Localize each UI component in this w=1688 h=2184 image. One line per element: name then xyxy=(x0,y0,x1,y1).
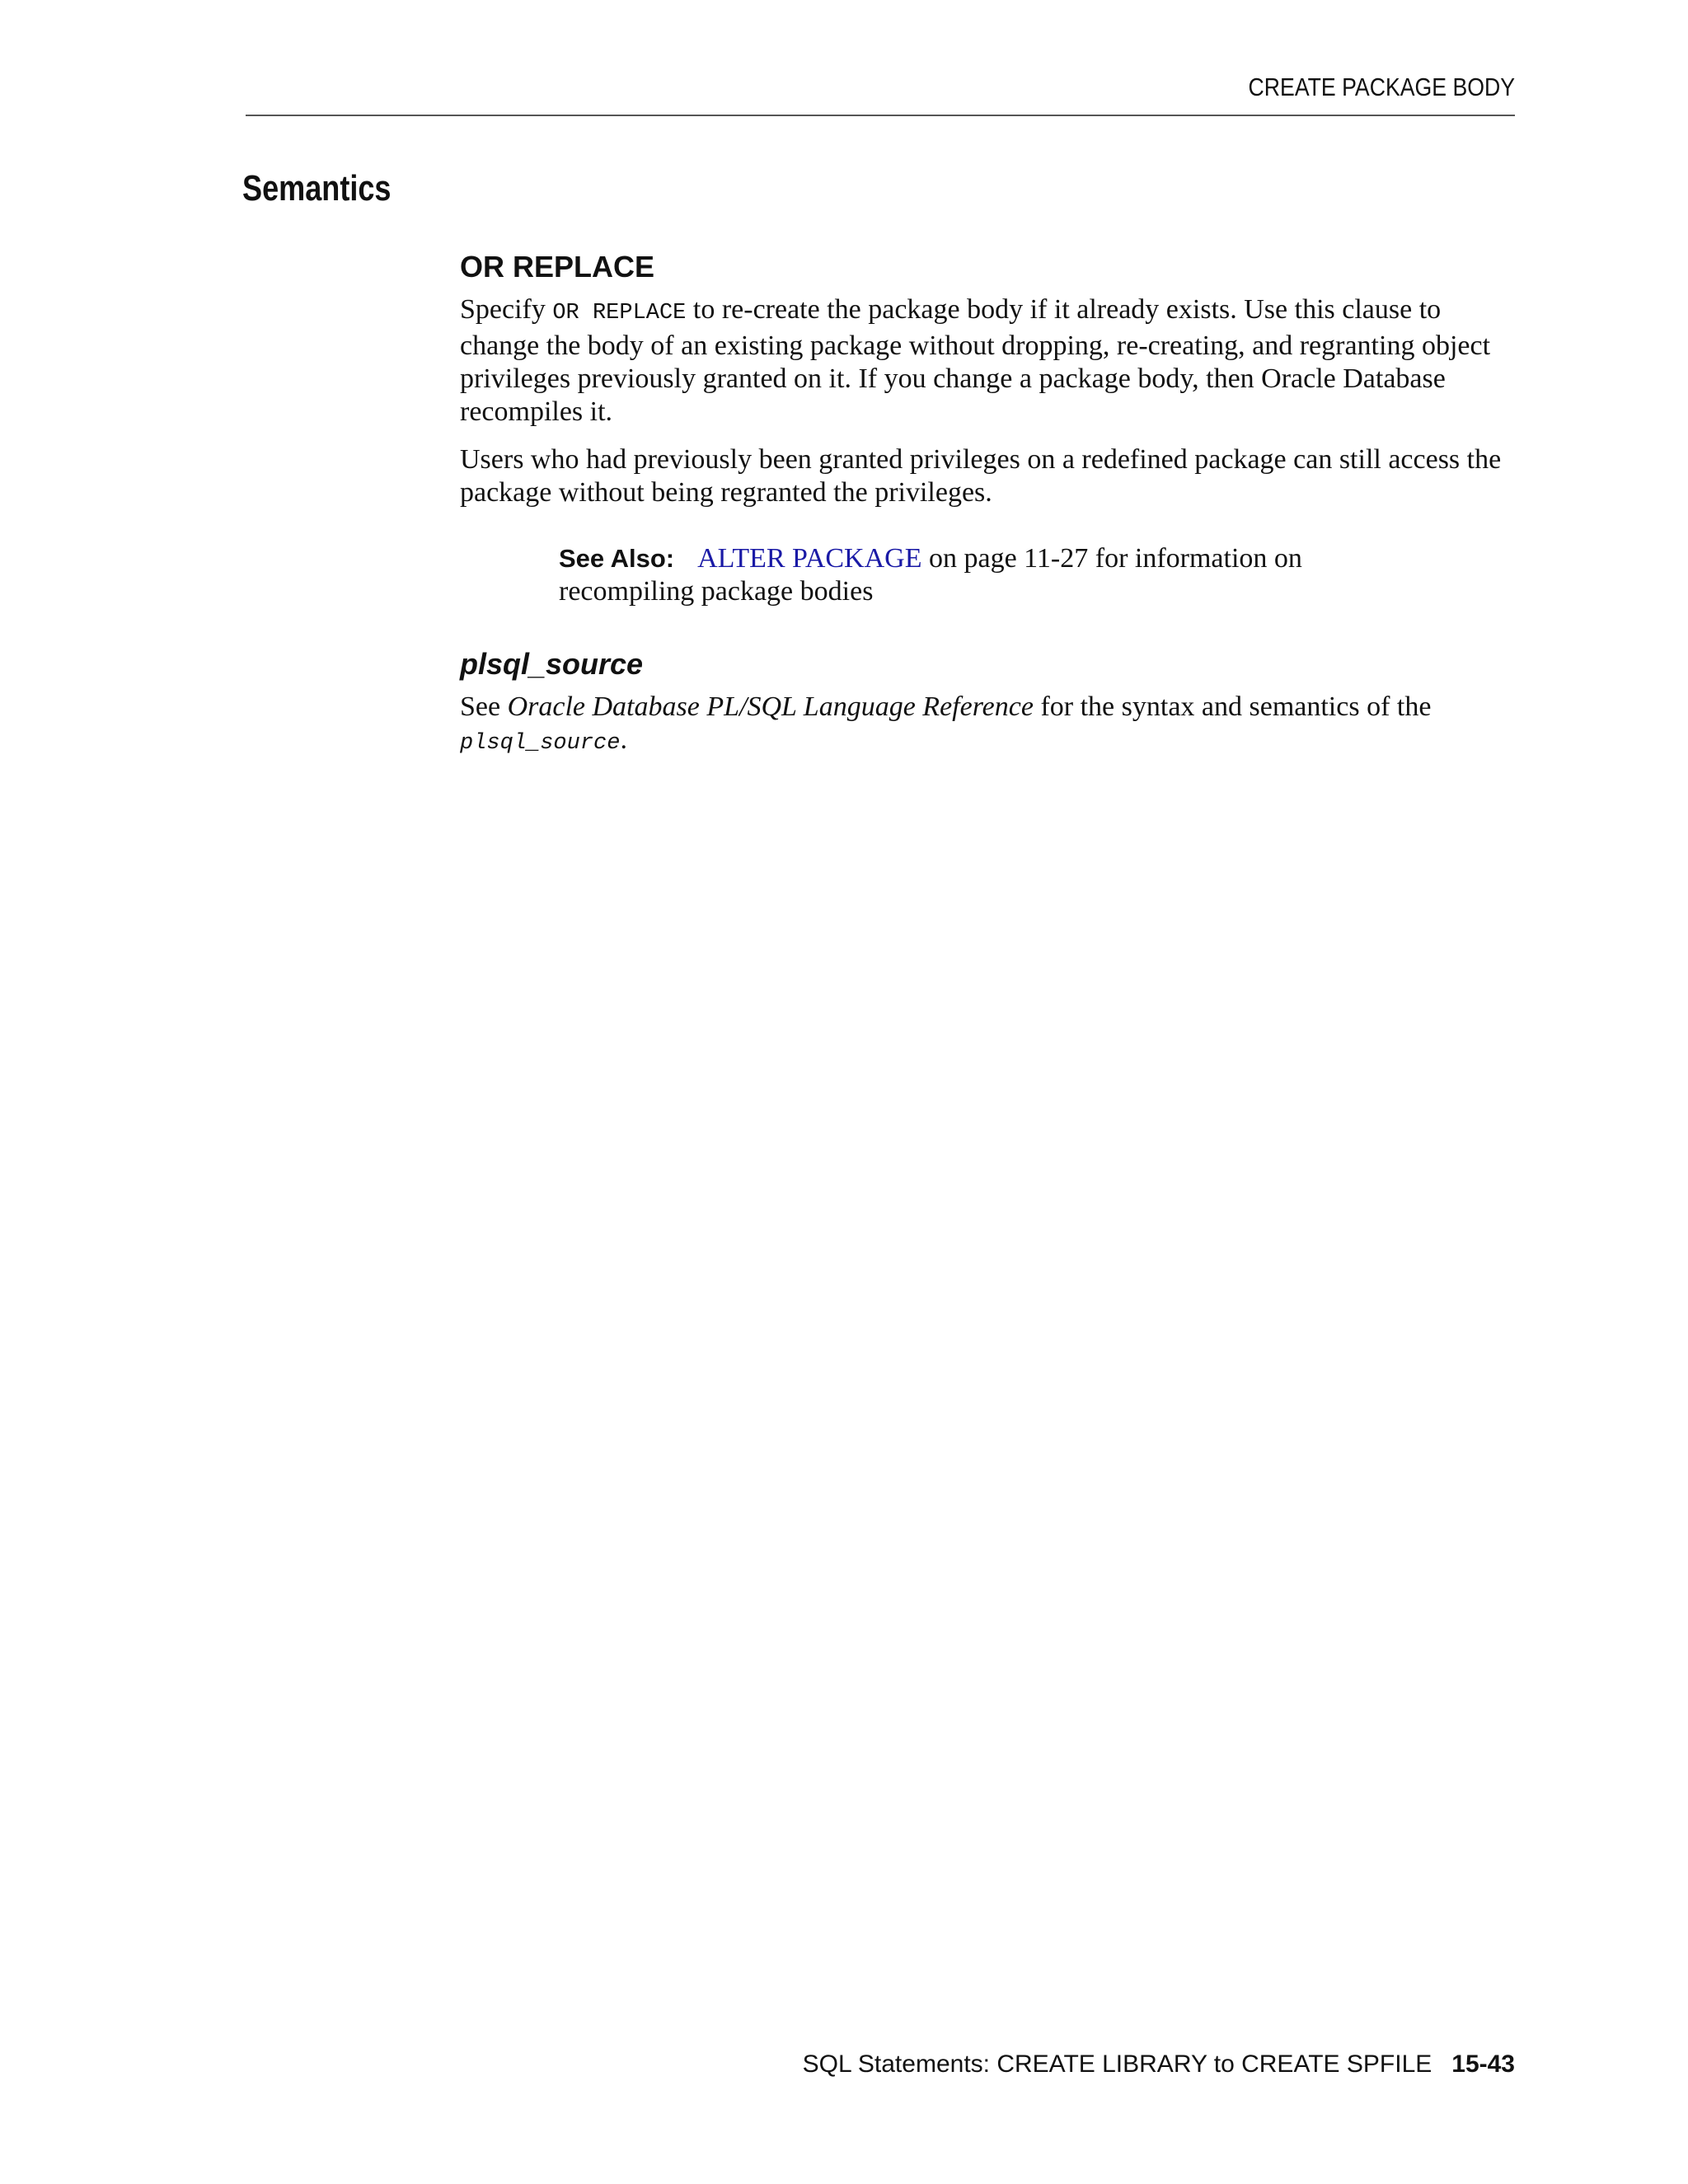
see-also-text: on page 11-27 for information on recompiling package bodies xyxy=(559,543,1302,607)
or-replace-paragraph-2: Users who had previously been granted privileges on a redefined package can still access the package without being regranted the privileges. xyxy=(460,444,1502,508)
see-also-note xyxy=(559,542,1400,608)
code-plsql-source: plsql_source xyxy=(460,731,621,756)
plsql-source-paragraph xyxy=(460,691,1523,760)
book-reference: Oracle Database PL/SQL Language Reference xyxy=(507,691,1034,722)
code-or-replace: OR REPLACE xyxy=(552,301,687,326)
text-run: to re-create the package body if it already exists. Use this clause to change the body of an existing package without dropping, re-creating, and regranting object privileges previously granted on it. If you change a package body, then Oracle Database recompiles it. xyxy=(460,294,1491,427)
section-title: Semantics xyxy=(242,168,392,209)
alter-package-link[interactable]: ALTER PACKAGE xyxy=(697,543,922,574)
header-rule xyxy=(246,115,1515,116)
text-run: for the syntax and semantics of the xyxy=(1033,691,1432,722)
or-replace-heading: OR REPLACE xyxy=(460,250,655,284)
content-body xyxy=(460,246,1523,775)
or-replace-paragraph-1 xyxy=(460,293,1523,429)
text-run: . xyxy=(620,724,627,755)
text-run: Specify xyxy=(460,294,553,325)
text-run: See xyxy=(460,691,508,722)
running-header: CREATE PACKAGE BODY xyxy=(1248,73,1515,101)
plsql-source-heading: plsql_source xyxy=(460,647,644,681)
page-footer xyxy=(577,2050,1515,2079)
footer-title: SQL Statements: CREATE LIBRARY to CREATE SPFILE xyxy=(802,2050,1432,2078)
page-number: 15-43 xyxy=(1451,2050,1515,2078)
see-also-label: See Also: xyxy=(559,544,675,573)
